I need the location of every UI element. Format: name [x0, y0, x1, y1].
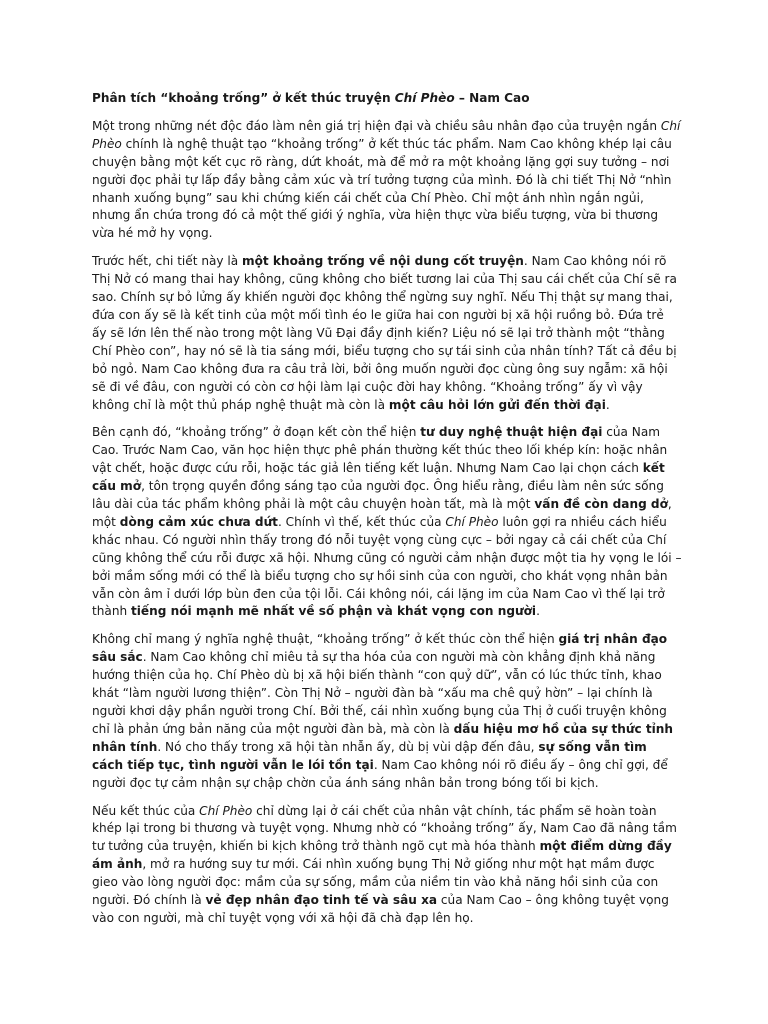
bold-emphasis: vấn đề còn dang dở [534, 497, 668, 512]
paragraph-1 [92, 118, 682, 243]
text-run: chính là nghệ thuật tạo “khoảng trống” ở kết thúc tác phẩm. Nam Cao không khép lại câu chuyện bằng một kết cục rõ ràng, dứt khoát, mà để mở ra một khoảng lặng gợi suy tưởng – nơi người đọc phải tự lấp đầy bằng cảm xúc và trí tưởng tượng của mình. Đó là chi tiết Thị Nở “nhìn nhanh xuống bụng” sau khi chứng kiến cái chết của Chí Phèo. Chỉ một ánh nhìn ngắn ngủi, nhưng ẩn chứa trong đó cả một thế giới ý nghĩa, vừa hiện thực vừa biểu tượng, vừa bi thương vừa hé mở hy vọng. [92, 136, 672, 241]
text-run: . Nó cho thấy trong xã hội tàn nhẫn ấy, dù bị vùi dập đến đâu, [157, 739, 539, 754]
bold-emphasis: một câu hỏi lớn gửi đến thời đại [388, 397, 606, 412]
text-run: . [605, 397, 610, 412]
text-run: Trước hết, chi tiết này là [92, 254, 243, 269]
text-run: Nếu kết thúc của [92, 803, 200, 818]
bold-emphasis: một khoảng trống về nội dung cốt truyện [242, 254, 524, 269]
bold-emphasis: dòng cảm xúc chưa dứt [119, 514, 278, 529]
text-run: , mở ra hướng suy tư mới. Cái nhìn xuống bụng Thị Nở giống như một hạt mầm được gieo vào lòng người đọc: mầm của sự sống, mầm của niềm tin vào khả năng hồi sinh của con người. Đó chính là [92, 857, 659, 908]
text-run: chỉ dừng lại ở cái chết của nhân vật chính, tác phẩm sẽ hoàn toàn khép lại trong bi thương và tuyệt vọng. Nhưng nhờ có “khoảng trống” ấy, Nam Cao đã nâng tầm tư tưởng của truyện, khiến bi kịch không trở thành ngõ cụt mà hóa thành [92, 803, 677, 854]
italic-work-title: Chí Phèo [199, 803, 253, 818]
paragraph-4 [92, 631, 682, 792]
bold-emphasis: giá trị nhân đạo sâu sắc [92, 632, 668, 665]
document-title [92, 90, 682, 108]
document-page [92, 90, 682, 938]
italic-work-title: Chí Phèo [394, 91, 455, 105]
bold-emphasis: kết cấu mở [92, 461, 665, 494]
bold-emphasis: vẻ đẹp nhân đạo tinh tế và sâu xa [205, 893, 438, 908]
text-run: Bên cạnh đó, “khoảng trống” ở đoạn kết còn thể hiện [92, 425, 421, 440]
text-run: – Nam Cao [454, 91, 530, 105]
text-run: của Nam Cao. Trước Nam Cao, văn học hiện thực phê phán thường kết thúc theo lối khép kín: hoặc nhân vật chết, hoặc được cứu rỗi, hoặc tác giả lên tiếng kết luận. Nhưng Nam Cao lại chọn cách [92, 425, 668, 476]
text-run: , một [92, 497, 672, 529]
text-run: luôn gợi ra nhiều cách hiểu khác nhau. Có người nhìn thấy trong đó nỗi tuyệt vọng cùng cực – bởi ngay cả cái chết của Chí cũng không thể cứu rỗi được xã hội. Nhưng cũng có người cảm nhận được một tia hy vọng le lói – bởi mầm sống mới có thể là biểu tượng cho sự hồi sinh của con người, cho khát vọng nhân bản vẫn còn âm ỉ dưới lớp bùn đen của tội lỗi. Cái không nói, cái lặng im của Nam Cao vì thế lại trở thành [92, 514, 682, 619]
text-run: , tôn trọng quyền đồng sáng tạo của người đọc. Ông hiểu rằng, điều làm nên sức sống lâu dài của tác phẩm không phải là một câu chuyện hoàn tất, mà là một [92, 479, 664, 512]
text-run: Một trong những nét độc đáo làm nên giá trị hiện đại và chiều sâu nhân đạo của truyện ngắn [92, 118, 661, 133]
text-run: Phân tích “khoảng trống” ở kết thúc truyện [92, 91, 395, 105]
bold-emphasis: dấu hiệu mơ hồ của sự thức tỉnh nhân tính [92, 721, 673, 754]
bold-emphasis: một điểm dừng đầy ám ảnh [92, 839, 672, 872]
text-run: . Nam Cao không chỉ miêu tả sự tha hóa của con người mà còn khẳng định khả năng hướng thiện của họ. Chí Phèo dù bị xã hội biến thành “con quỷ dữ”, vẫn có lúc thức tỉnh, khao khát “làm người lương thiện”. Còn Thị Nở – người đàn bà “xấu ma chê quỷ hờn” – lại chính là người khơi dậy phần người trong Chí. Bởi thế, cái nhìn xuống bụng của Thị ở cuối truyện không chỉ là phản ứng bản năng của một người đàn bà, mà còn là [92, 650, 667, 736]
text-run: . Chính vì thế, kết thúc của [277, 514, 446, 529]
italic-work-title: Chí Phèo [445, 514, 499, 529]
text-run: . [536, 604, 540, 619]
bold-emphasis: tiếng nói mạnh mẽ nhất về số phận và khát vọng con người [131, 604, 537, 619]
text-run: . Nam Cao không nói rõ điều ấy – ông chỉ gợi, để người đọc tự cảm nhận sự chập chờn của ánh sáng nhân bản trong bóng tối bi kịch. [92, 757, 668, 790]
bold-emphasis: tư duy nghệ thuật hiện đại [420, 425, 603, 440]
text-run: của Nam Cao – ông không tuyệt vọng vào con người, mà chỉ tuyệt vọng với xã hội đã chà đạp lên họ. [92, 893, 669, 925]
text-run: Không chỉ mang ý nghĩa nghệ thuật, “khoảng trống” ở kết thúc còn thể hiện [92, 632, 559, 647]
text-run: . Nam Cao không nói rõ Thị Nở có mang thai hay không, cũng không cho biết tương lai của Thị sau cái chết của Chí sẽ ra sao. Chính sự bỏ lửng ấy khiến người đọc không thể ngừng suy nghĩ. Nếu Thị thật sự mang thai, đứa con ấy sẽ là kết tinh của một mối tình éo le giữa hai con người bị xã hội ruồng bỏ. Đứa trẻ ấy sẽ lớn lên thế nào trong một làng Vũ Đại đầy định kiến? Liệu nó sẽ lại trở thành một “thằng Chí Phèo con”, hay nó sẽ là tia sáng mới, biểu tượng cho sự tái sinh của nhân tính? Tất cả đều bị bỏ ngỏ. Nam Cao không đưa ra câu trả lời, bởi ông muốn người đọc cùng ông suy ngẫm: xã hội sẽ đi về đâu, con người có còn cơ hội làm lại cuộc đời hay không. “Khoảng trống” ấy vì vậy không chỉ là một thủ pháp nghệ thuật mà còn là [92, 254, 677, 412]
italic-work-title: Chí Phèo [92, 118, 681, 151]
paragraph-3 [92, 424, 682, 621]
paragraph-2 [92, 253, 682, 414]
paragraph-5 [92, 803, 682, 928]
bold-emphasis: sự sống vẫn tìm cách tiếp tục, tình người vẫn le lói tồn tại [92, 739, 647, 772]
